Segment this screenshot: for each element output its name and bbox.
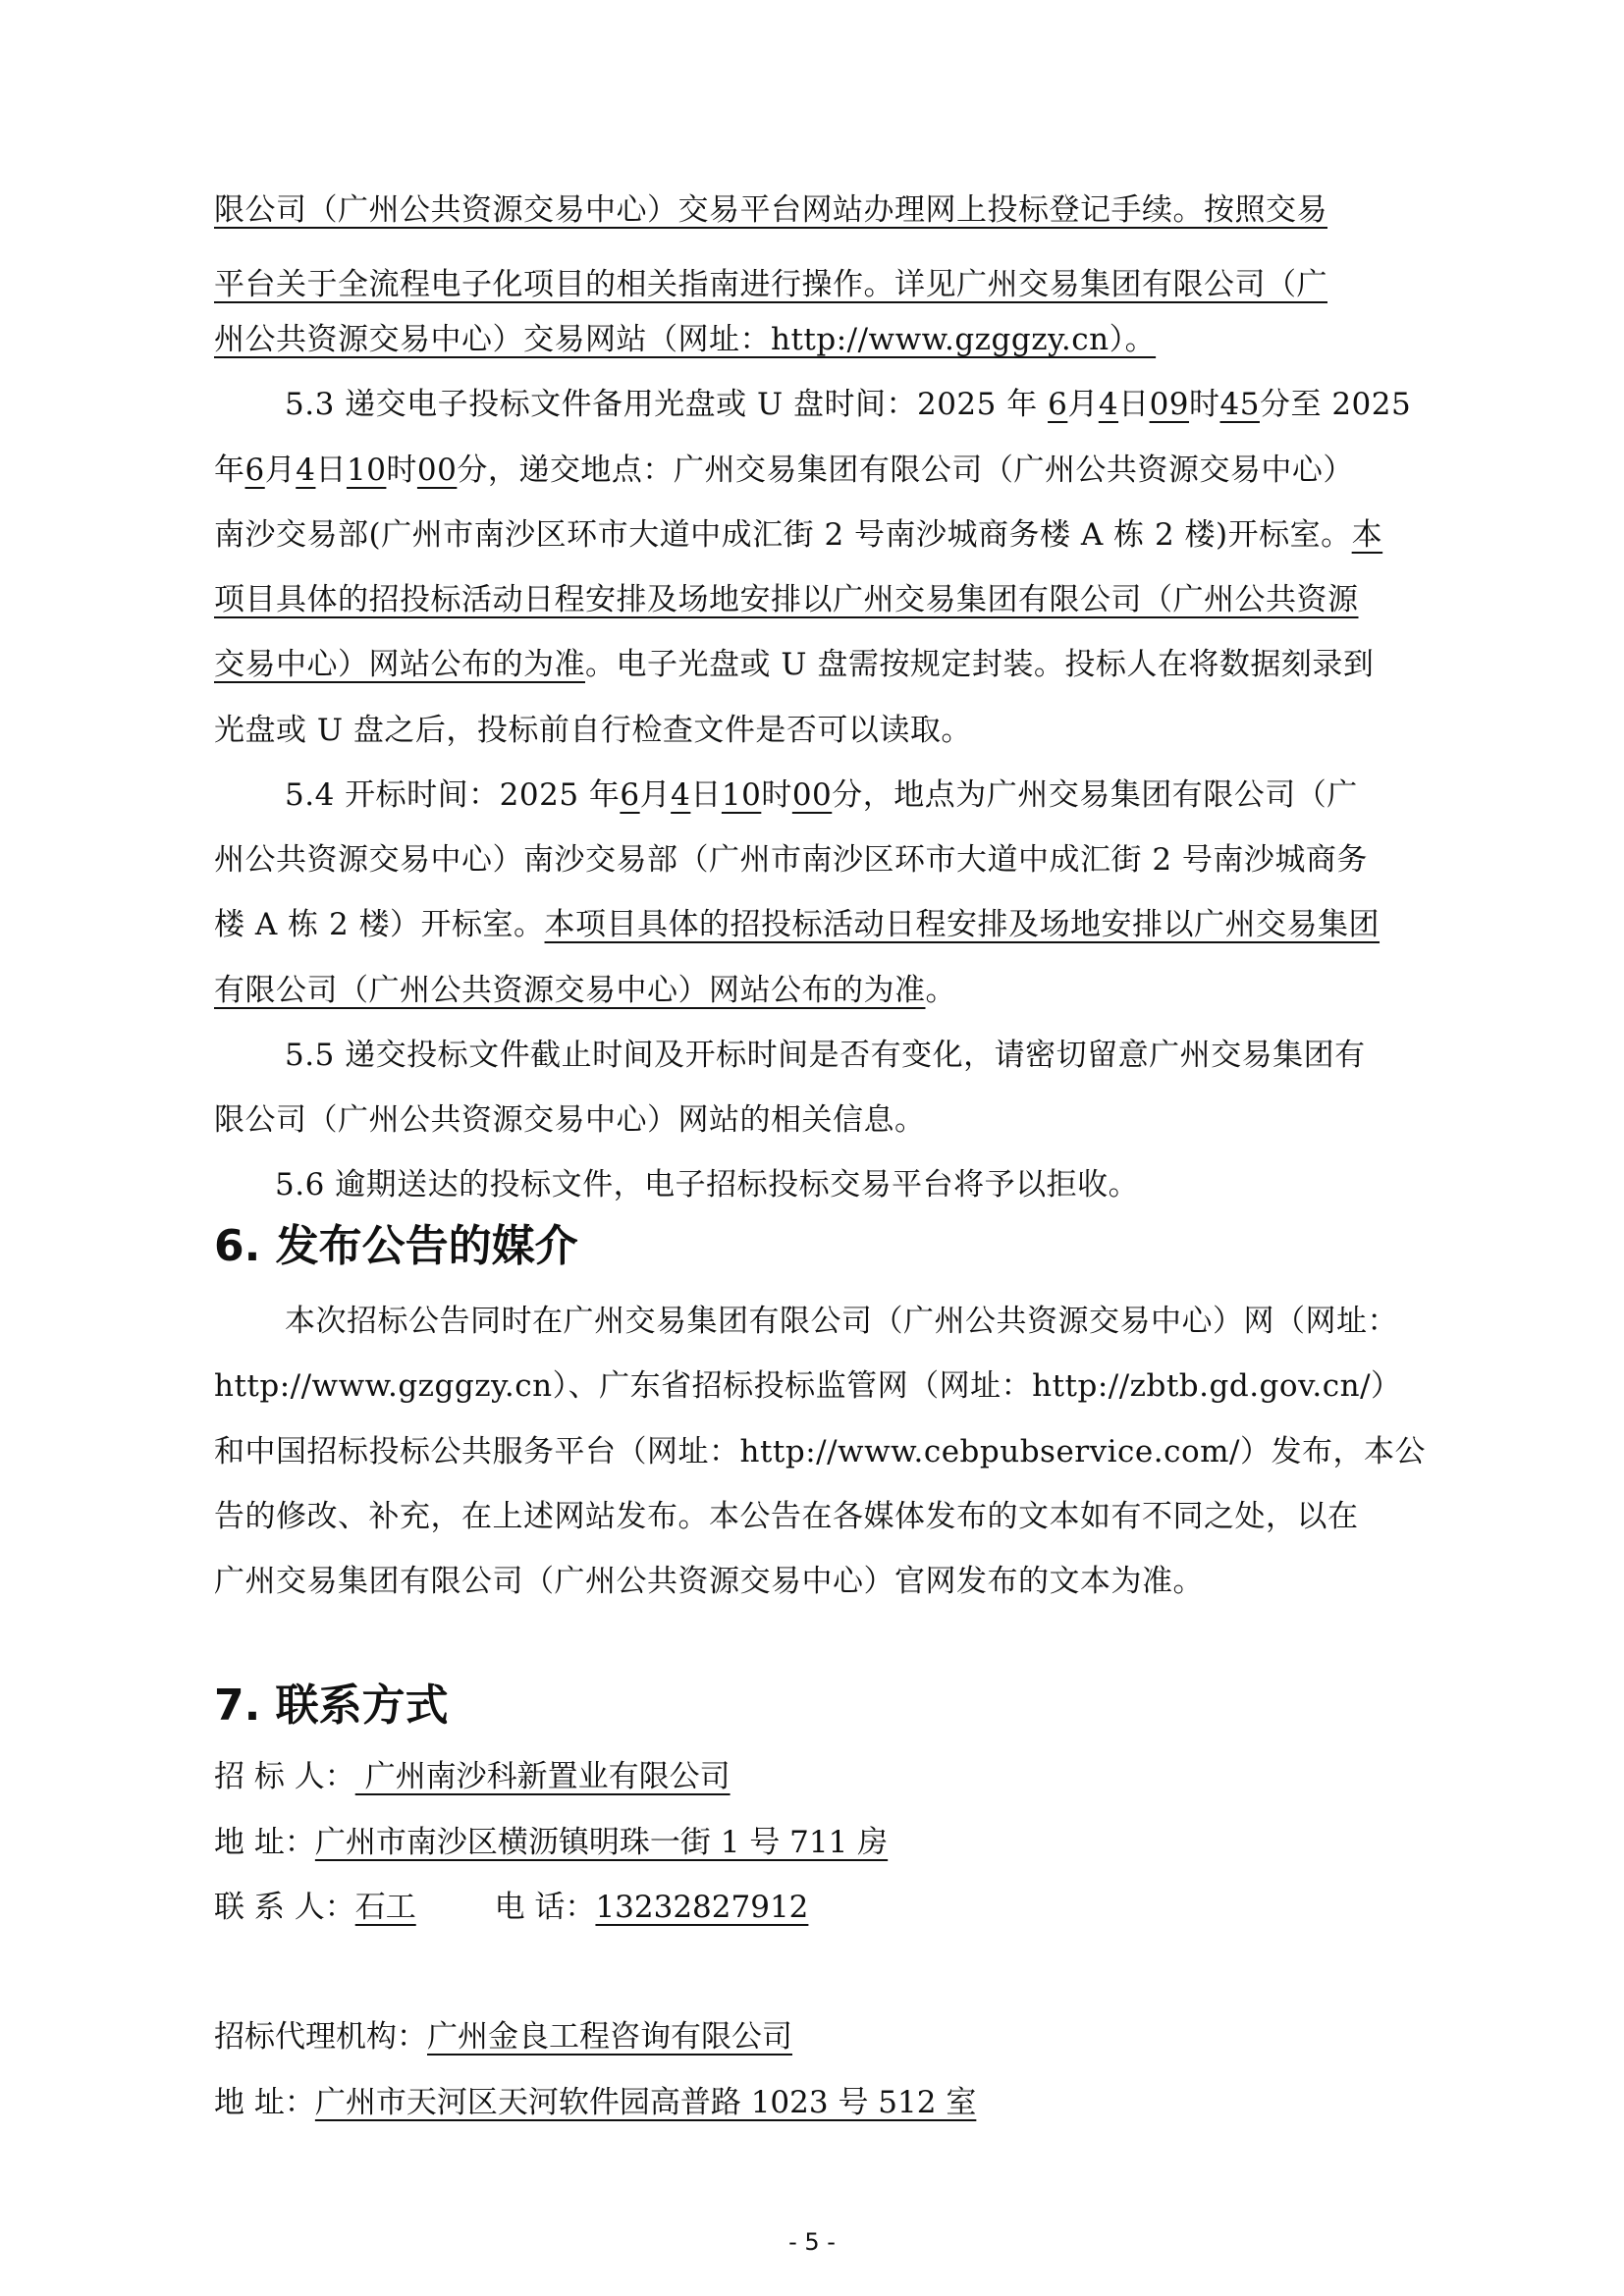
contact-row bbox=[214, 1753, 731, 1800]
text: 日 bbox=[315, 453, 347, 488]
month-value: 6 bbox=[620, 777, 640, 813]
contact-value: 石工 bbox=[354, 1890, 416, 1925]
text: 光盘或 U 盘之后，投标前自行检查文件是否可以读取。 bbox=[214, 713, 972, 748]
paragraph-line bbox=[214, 1096, 1441, 1144]
underlined-text: 有限公司（广州公共资源交易中心）网站公布的为准 bbox=[214, 973, 926, 1008]
paragraph-line bbox=[285, 381, 1443, 428]
hour-value: 10 bbox=[346, 453, 387, 488]
text: 时 bbox=[1189, 387, 1220, 422]
paragraph-line: 告的修改、补充，在上述网站发布。本公告在各媒体发布的文本如有不同之处，以在 bbox=[214, 1499, 1359, 1534]
text: 时 bbox=[386, 453, 417, 488]
month-value: 6 bbox=[1048, 387, 1068, 422]
text: 。电子光盘或 U 盘需按规定封装。投标人在将数据刻录到 bbox=[585, 647, 1375, 682]
text: 月 bbox=[639, 777, 672, 813]
text: 南沙交易部(广州市南沙区环市大道中成汇街 2 号南沙城商务楼 A 栋 2 楼)开标室。 bbox=[214, 517, 1352, 553]
paragraph-line bbox=[214, 511, 1441, 559]
day-value: 4 bbox=[296, 453, 316, 488]
underlined-text: 平台关于全流程电子化项目的相关指南进行操作。详见 bbox=[214, 267, 956, 302]
paragraph-line: 本次招标公告同时在广州交易集团有限公司（广州公共资源交易中心）网（网址： bbox=[285, 1304, 1398, 1339]
text: 州公共资源交易中心）南沙交易部（广州市南沙区环市大道中成汇街 2 号南沙城商务 bbox=[214, 842, 1368, 878]
text: 5.3 递交电子投标文件备用光盘或 U 盘时间：2025 年 bbox=[285, 387, 1038, 422]
day-value: 4 bbox=[671, 777, 691, 813]
page-number: - 5 - bbox=[788, 2228, 836, 2256]
tenderer-value: 广州南沙科新置业有限公司 bbox=[354, 1759, 731, 1794]
underlined-text: 限公司（广州公共资源交易中心）交易平台网站办理网上投标登记手续。按照交易 bbox=[214, 192, 1327, 228]
paragraph-line bbox=[275, 1161, 1434, 1208]
paragraph-line bbox=[214, 901, 1441, 948]
paragraph-line bbox=[214, 967, 1441, 1014]
hour-value: 10 bbox=[721, 777, 762, 813]
paragraph-line bbox=[285, 772, 1443, 819]
text: 5.4 开标时间：2025 年 bbox=[285, 777, 621, 813]
paragraph-line bbox=[214, 707, 1441, 754]
paragraph-line bbox=[214, 576, 1441, 623]
text: 5.5 递交投标文件截止时间及开标时间是否有变化，请密切留意广州交易集团有 bbox=[285, 1038, 1366, 1073]
month-value: 6 bbox=[244, 453, 265, 488]
paragraph-line bbox=[285, 1032, 1443, 1079]
tenderer-label: 招 标 人： bbox=[214, 1759, 355, 1794]
agent-address-value: 广州市天河区天河软件园高普路 1023 号 512 室 bbox=[314, 2085, 977, 2120]
paragraph-line bbox=[214, 447, 1441, 494]
text: 5.6 逾期送达的投标文件，电子招标投标交易平台将予以拒收。 bbox=[275, 1167, 1140, 1202]
section-heading: 6. 发布公告的媒介 bbox=[214, 1221, 578, 1271]
agent-value: 广州金良工程咨询有限公司 bbox=[427, 2019, 792, 2055]
hour-value: 09 bbox=[1149, 387, 1190, 422]
text: 日 bbox=[1118, 387, 1150, 422]
agent-label: 招标代理机构： bbox=[214, 2019, 427, 2055]
paragraph-line bbox=[214, 316, 1441, 363]
paragraph-line: http://www.gzggzy.cn）、广东省招标投标监管网（网址：http://zbtb.gd.gov.cn/） bbox=[214, 1368, 1402, 1404]
underlined-text: 本项目具体的招投标活动日程安排及场地安排以广州交易集团 bbox=[544, 907, 1380, 942]
paragraph-line bbox=[214, 187, 1441, 234]
paragraph-line bbox=[214, 261, 1441, 308]
text: 楼 A 栋 2 楼）开标室。 bbox=[214, 907, 545, 942]
phone-value: 13232827912 bbox=[595, 1890, 809, 1925]
underlined-text: 交易中心）网站公布的为准 bbox=[214, 647, 585, 682]
agent-address-label: 地 址： bbox=[214, 2085, 315, 2120]
paragraph-line: 广州交易集团有限公司（广州公共资源交易中心）官网发布的文本为准。 bbox=[214, 1564, 1204, 1599]
underlined-text: 本 bbox=[1351, 517, 1383, 553]
text: 月 bbox=[1067, 387, 1099, 422]
minute-value: 00 bbox=[791, 777, 833, 813]
text: 月 bbox=[264, 453, 297, 488]
section-heading: 7. 联系方式 bbox=[214, 1681, 449, 1731]
phone-label: 电 话： bbox=[494, 1890, 596, 1925]
minute-value: 45 bbox=[1219, 387, 1260, 422]
address-value: 广州市南沙区横沥镇明珠一街 1 号 711 房 bbox=[314, 1825, 889, 1860]
contact-row bbox=[214, 2079, 976, 2126]
address-label: 地 址： bbox=[214, 1825, 315, 1860]
paragraph-line bbox=[214, 836, 1441, 883]
underlined-text: 州公共资源交易中心）交易网站（网址：http://www.gzggzy.cn）。 bbox=[214, 322, 1157, 357]
text: 时 bbox=[761, 777, 792, 813]
underlined-text: 广州交易集团有限公司（广 bbox=[956, 267, 1327, 302]
paragraph-line bbox=[214, 641, 1441, 688]
contact-label: 联 系 人： bbox=[214, 1890, 355, 1925]
text: 限公司（广州公共资源交易中心）网站的相关信息。 bbox=[214, 1102, 926, 1138]
text: 分，递交地点：广州交易集团有限公司（广州公共资源交易中心） bbox=[457, 453, 1354, 488]
underlined-text: 项目具体的招投标活动日程安排及场地安排以广州交易集团有限公司（广州公共资源 bbox=[214, 582, 1359, 617]
contact-row bbox=[214, 1819, 888, 1866]
text: 年 bbox=[214, 453, 245, 488]
text: 日 bbox=[690, 777, 722, 813]
minute-value: 00 bbox=[416, 453, 458, 488]
contact-row bbox=[214, 1884, 808, 1931]
text: 分至 2025 bbox=[1259, 387, 1412, 422]
paragraph-line: 和中国招标投标公共服务平台（网址：http://www.cebpubservice.com/）发布，本公 bbox=[214, 1434, 1426, 1469]
text: 。 bbox=[925, 973, 956, 1008]
contact-row bbox=[214, 2013, 792, 2060]
text: 分，地点为广州交易集团有限公司（广 bbox=[832, 777, 1358, 813]
day-value: 4 bbox=[1098, 387, 1119, 422]
